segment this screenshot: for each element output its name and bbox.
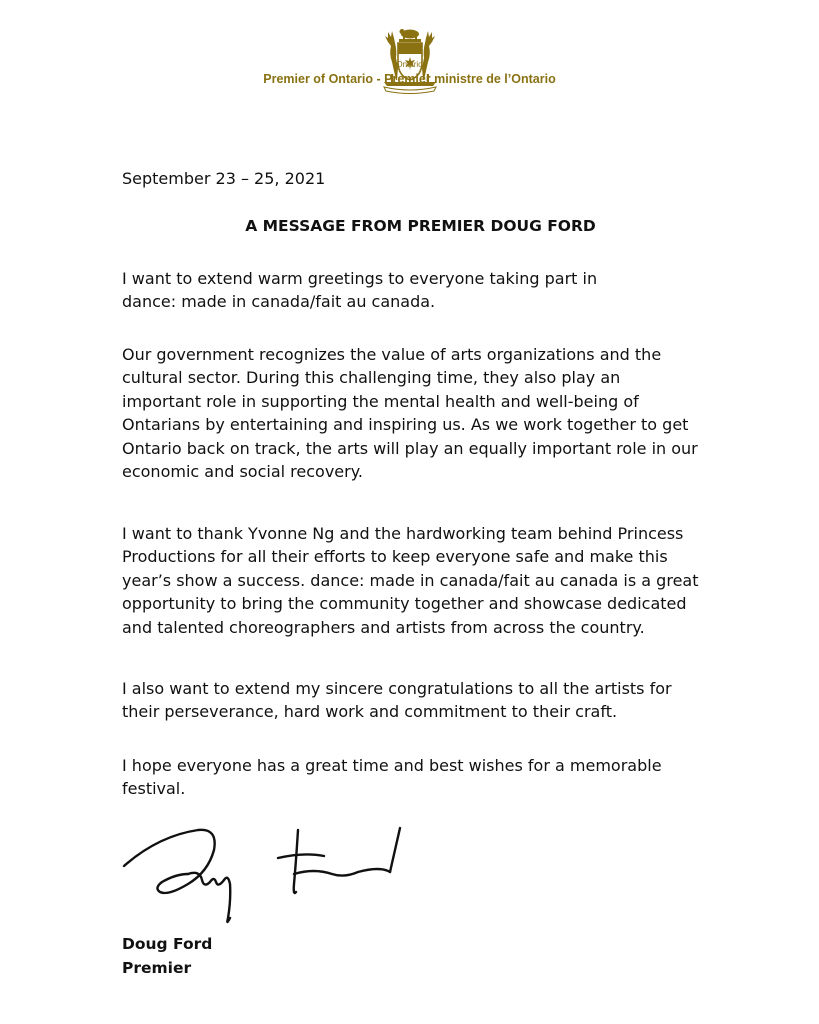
letter-title: A MESSAGE FROM PREMIER DOUG FORD xyxy=(245,217,596,235)
letter-paragraph-thanks: I want to thank Yvonne Ng and the hardworking team behind Princess Productions for all their efforts to keep everyone safe and make this year’s show a success. dance: made in canada/fait au canada is a great opportunity to bring the community together and showcase dedicated and talented choreographers and artists from across the country. xyxy=(122,524,699,637)
letter-paragraph-greeting: I want to extend warm greetings to everyone taking part in dance: made in canada/fait au canada. xyxy=(122,269,598,312)
letter-date: September 23 – 25, 2021 xyxy=(122,169,326,188)
letter-paragraph-arts-value: Our government recognizes the value of arts organizations and the cultural sector. During this challenging time, they also play an important role in supporting the mental health and well-being of Ontarians by entertaining and inspiring us. As we work together to get Ontario back on track, the arts will play an equally important role in our economic and social recovery. xyxy=(122,345,698,482)
handwritten-signature xyxy=(118,822,418,932)
letter-paragraph-congratulations: I also want to extend my sincere congratulations to all the artists for their perseverance, hard work and commitment to their craft. xyxy=(122,679,672,722)
signatory-title: Premier xyxy=(122,959,192,977)
office-heading: Premier of Ontario - Premier ministre de l’Ontario xyxy=(263,72,556,86)
crest-caption: Ontario xyxy=(396,60,423,69)
letter-paragraph-closing: I hope everyone has a great time and best wishes for a memorable festival. xyxy=(122,756,662,799)
signatory-name: Doug Ford xyxy=(122,935,213,953)
